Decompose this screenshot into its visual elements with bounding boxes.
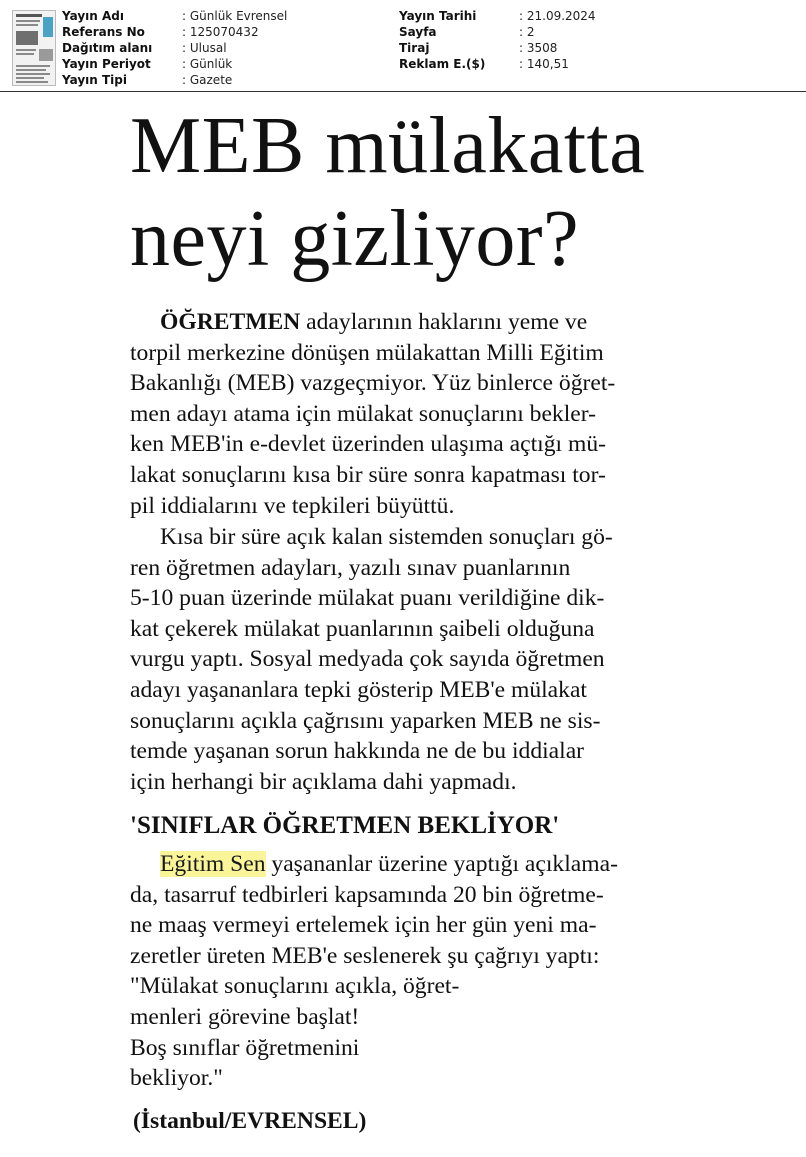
meta-label: Yayın Periyot bbox=[62, 57, 151, 71]
meta-value: : 140,51 bbox=[519, 56, 569, 72]
meta-row-distribution-area bbox=[62, 40, 287, 56]
paragraph-line: menleri görevine başlat! bbox=[130, 1003, 360, 1030]
paragraph-line: vurgu yaptı. Sosyal medyada çok sayıda öğretmen bbox=[130, 646, 605, 673]
meta-value: : 3508 bbox=[519, 40, 557, 56]
meta-row-page bbox=[399, 24, 596, 40]
paragraph-line: kat çekerek mülakat puanlarının şaibeli olduğuna bbox=[130, 615, 595, 642]
paragraph-line: pil iddialarını ve tepkileri büyüttü. bbox=[130, 492, 455, 519]
highlighted-keyword: Eğitim Sen bbox=[160, 851, 266, 877]
paragraph-line: bekliyor." bbox=[130, 1065, 223, 1092]
paragraph-line: için herhangi bir açıklama dahi yapmadı. bbox=[130, 768, 517, 795]
meta-row-circulation bbox=[399, 40, 596, 56]
meta-label: Tiraj bbox=[399, 41, 430, 55]
meta-label: Reklam E.($) bbox=[399, 57, 486, 71]
meta-value: : 125070432 bbox=[182, 24, 259, 40]
paragraph-line: Boş sınıflar öğretmenini bbox=[130, 1034, 360, 1061]
paragraph-line: Kısa bir süre açık kalan sistemden sonuçları gö- bbox=[160, 524, 613, 550]
meta-row-period bbox=[62, 56, 287, 72]
paragraph-line bbox=[130, 849, 618, 880]
article-signoff: (İstanbul/EVRENSEL) bbox=[133, 1108, 367, 1134]
meta-row-ad-equivalent bbox=[399, 56, 596, 72]
clipping-header bbox=[0, 0, 806, 92]
paragraph-3 bbox=[130, 849, 618, 1094]
meta-row-reference-no bbox=[62, 24, 287, 40]
paragraph-line: Bakanlığı (MEB) vazgeçmiyor. Yüz binlerce öğret- bbox=[130, 370, 616, 397]
paragraph-line: sonuçlarını açıkla çağrısını yaparken MEB ne sis- bbox=[130, 707, 601, 734]
paragraph-line: lakat sonuçlarını kısa bir süre sonra kapatması tor- bbox=[130, 461, 606, 488]
section-subheading: 'SINIFLAR ÖĞRETMEN BEKLİYOR' bbox=[130, 812, 560, 839]
meta-label: Sayfa bbox=[399, 25, 437, 39]
paragraph-line bbox=[130, 307, 615, 338]
meta-row-publication-name bbox=[62, 8, 287, 24]
paragraph-line: ne maaş vermeyi ertelemek için her gün yeni ma- bbox=[130, 912, 597, 939]
meta-value: : Günlük bbox=[182, 56, 232, 72]
paragraph-line: "Mülakat sonuçlarını açıkla, öğret- bbox=[130, 973, 460, 1000]
meta-row-publication-date bbox=[399, 8, 596, 24]
line-text: yaşananlar üzerine yaptığı açıklama- bbox=[265, 851, 618, 877]
paragraph-1 bbox=[130, 307, 615, 521]
paragraph-line: zeretler üreten MEB'e seslenerek şu çağrıyı yaptı: bbox=[130, 942, 600, 969]
meta-value: : 21.09.2024 bbox=[519, 8, 596, 24]
paragraph-line: temde yaşanan sorun hakkında ne de bu iddialar bbox=[130, 738, 585, 765]
paragraph-line: ken MEB'in e-devlet üzerinden ulaşıma açtığı mü- bbox=[130, 431, 606, 458]
paragraph-2 bbox=[130, 522, 613, 797]
paragraph-line: 5-10 puan üzerinde mülakat puanı verildiğine dik- bbox=[130, 585, 605, 612]
lead-word: ÖĞRETMEN bbox=[160, 309, 301, 335]
paragraph-line: da, tasarruf tedbirleri kapsamında 20 bin öğretme- bbox=[130, 881, 604, 908]
meta-value: : Ulusal bbox=[182, 40, 227, 56]
meta-right-column bbox=[399, 8, 596, 72]
meta-value: : Günlük Evrensel bbox=[182, 8, 287, 24]
article-headline bbox=[130, 100, 645, 286]
meta-label: Yayın Tipi bbox=[62, 73, 127, 87]
meta-label: Referans No bbox=[62, 25, 145, 39]
meta-label: Yayın Tarihi bbox=[399, 9, 477, 23]
headline-line: neyi gizliyor? bbox=[130, 195, 580, 283]
meta-left-column bbox=[62, 8, 287, 88]
headline-line: MEB mülakatta bbox=[130, 102, 646, 190]
paragraph-line: adayı yaşananlara tepki gösterip MEB'e mülakat bbox=[130, 676, 587, 703]
meta-value: : 2 bbox=[519, 24, 535, 40]
meta-value: : Gazete bbox=[182, 72, 232, 88]
meta-row-publication-type bbox=[62, 72, 287, 88]
page-thumbnail-icon[interactable] bbox=[12, 10, 56, 86]
paragraph-line: ren öğretmen adayları, yazılı sınav puanlarının bbox=[130, 554, 571, 581]
paragraph-line: torpil merkezine dönüşen mülakattan Milli Eğitim bbox=[130, 339, 604, 366]
meta-label: Yayın Adı bbox=[62, 9, 124, 23]
meta-label: Dağıtım alanı bbox=[62, 41, 153, 55]
line-text: adaylarının haklarını yeme ve bbox=[300, 309, 588, 335]
paragraph-line: men adayı atama için mülakat sonuçlarını bekler- bbox=[130, 400, 596, 427]
